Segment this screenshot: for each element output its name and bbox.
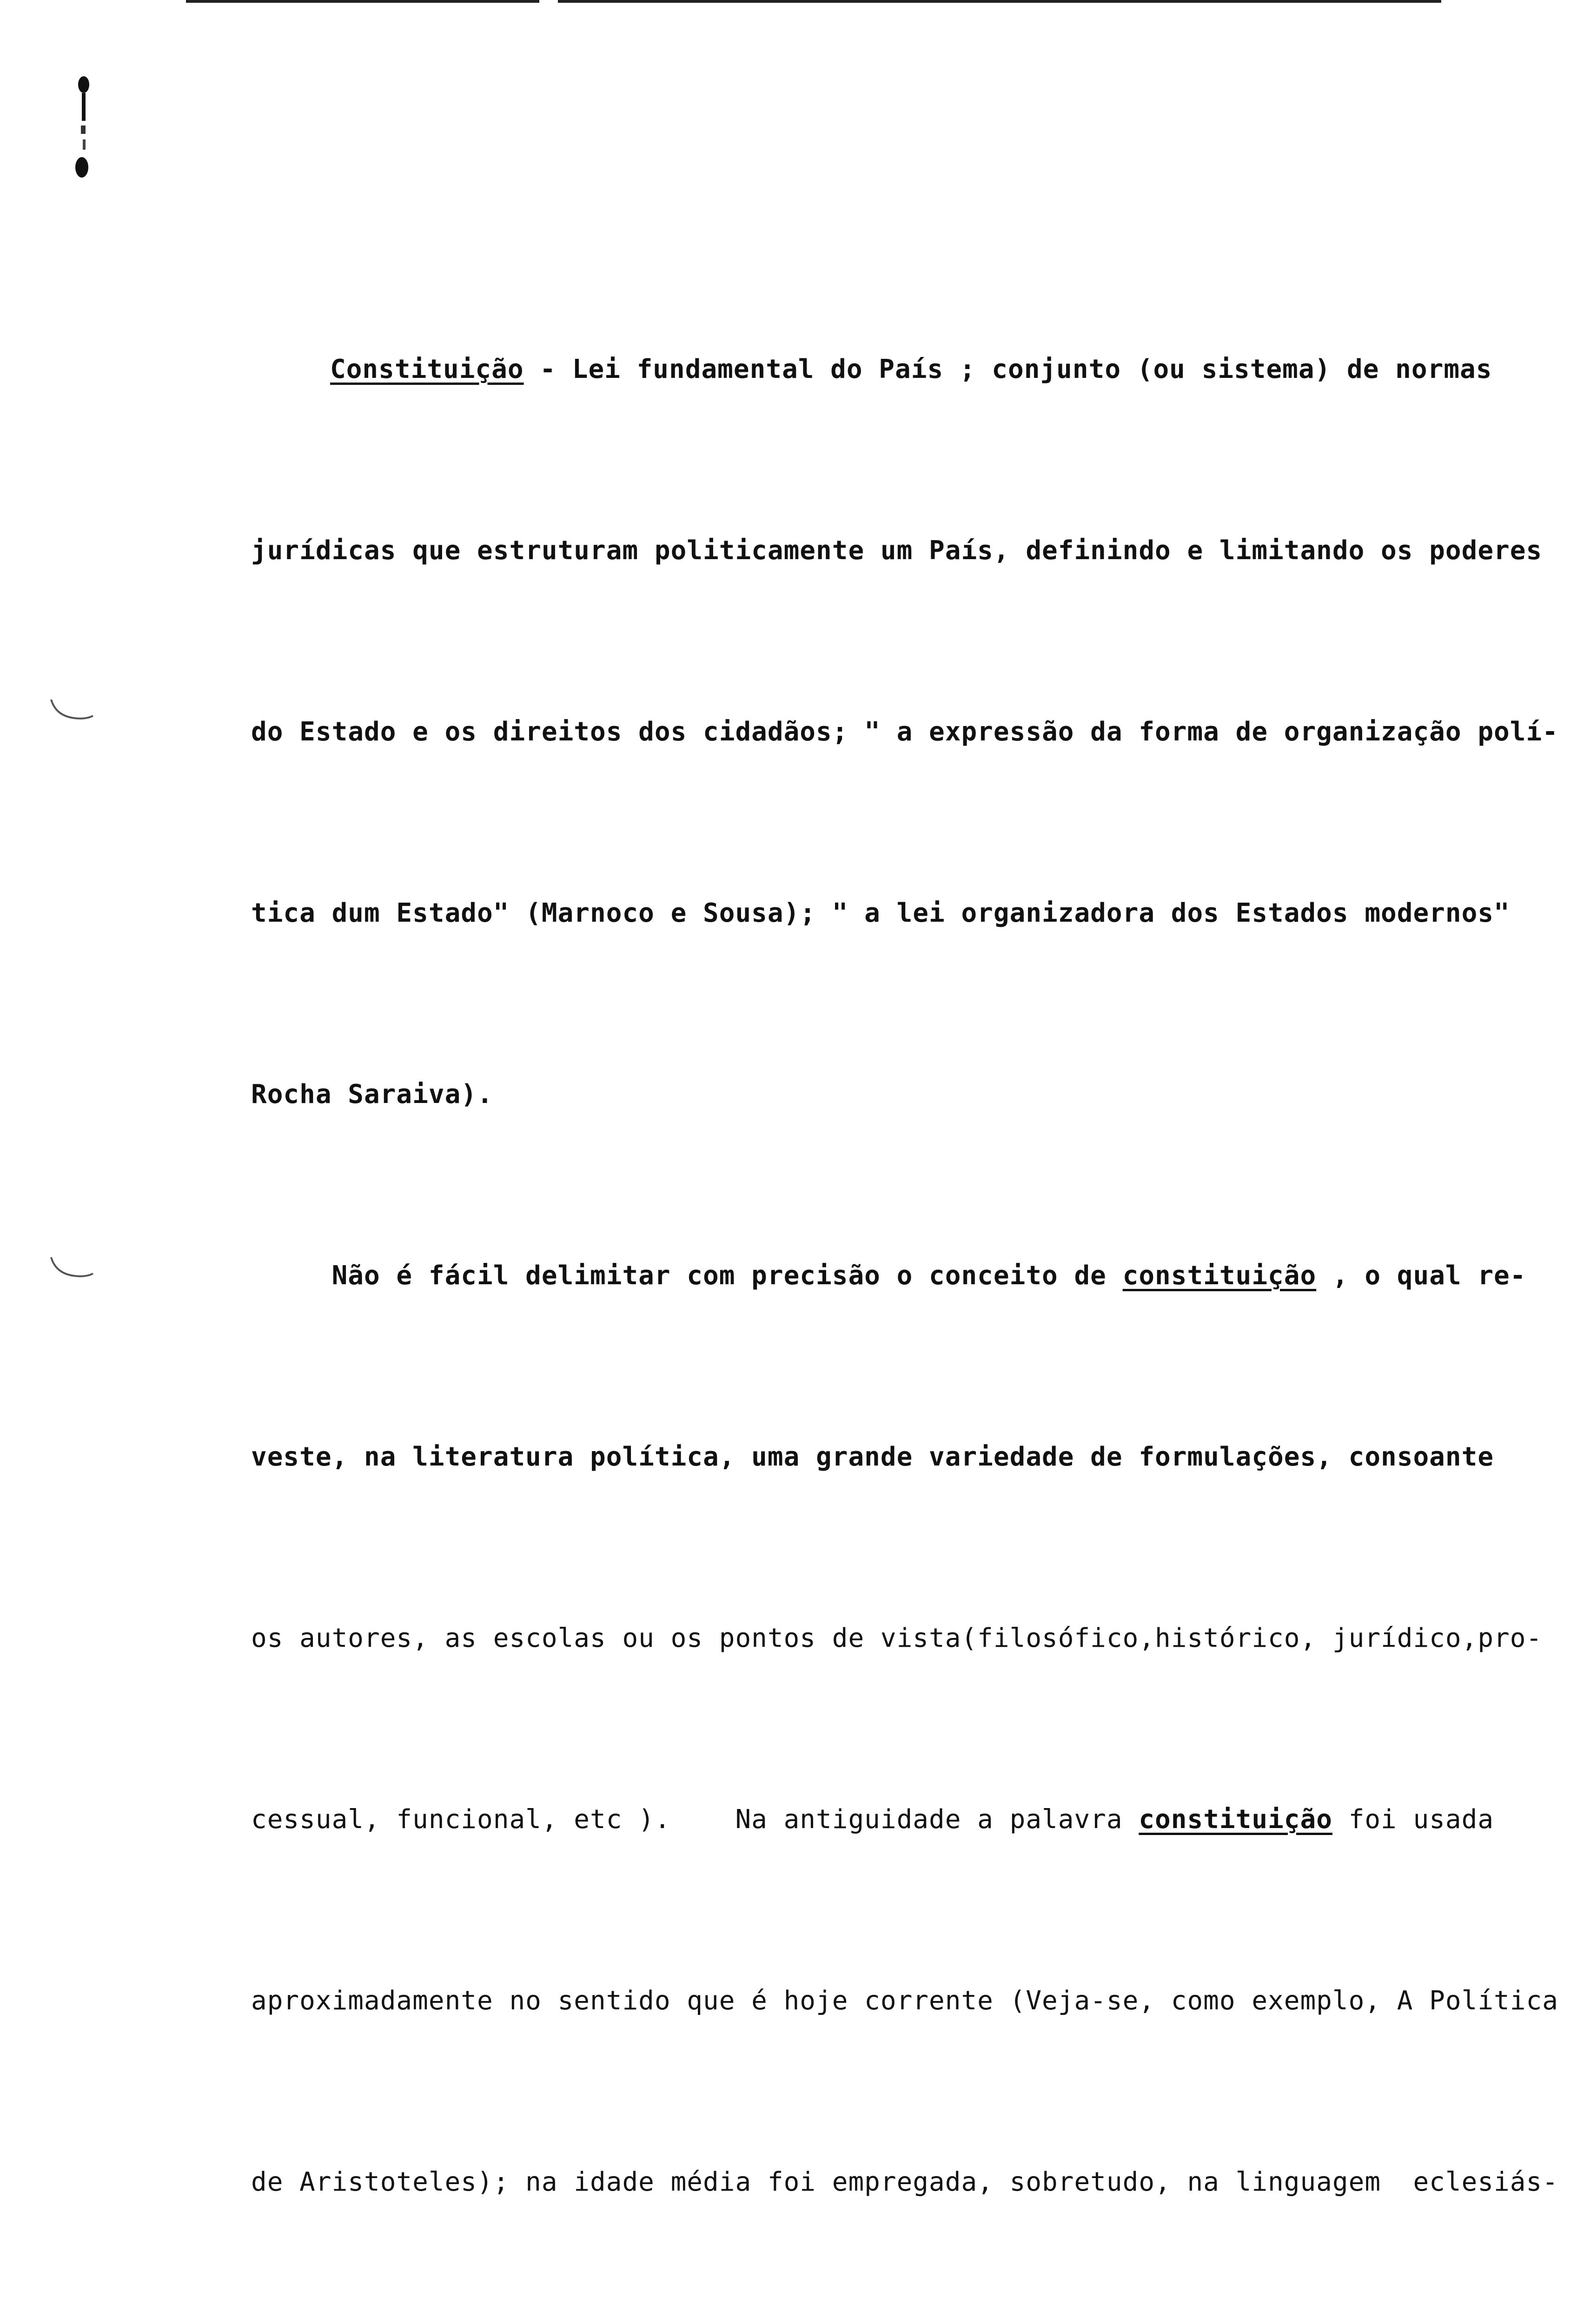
text-segment: , o qual re- [1316,1261,1526,1291]
underlined-term: constituição [1122,1261,1317,1291]
top-edge-rule [186,0,539,3]
underlined-term: Constituição [330,354,524,384]
text-segment: foi usada [1332,1804,1494,1835]
text-segment: cessual, funcional, etc ). Na antiguidade a palavra [251,1804,1139,1835]
text-line [251,339,1534,400]
typed-body-text [251,218,1558,2324]
margin-punch-mark [70,74,98,191]
text-line [251,1246,1534,1306]
text-line: Rocha Saraiva). [251,1079,493,1109]
top-edge-rule [558,0,1441,3]
underlined-term: constituição [1139,1804,1332,1835]
text-segment: Não é fácil delimitar com precisão o conceito de [251,1261,1123,1291]
text-segment: - Lei fundamental do País ; conjunto (ou sistema) de normas [523,354,1492,384]
text-line [251,1789,1534,1850]
text-line: jurídicas que estruturam politicamente um País, definindo e limitando os poderes [251,535,1543,566]
text-line: veste, na literatura política, uma grande variedade de formulações, consoante [251,1442,1494,1472]
text-line: do Estado e os direitos dos cidadãos; " a expressão da forma de organização polí- [251,717,1558,747]
margin-pencil-mark [46,697,98,725]
text-line: de Aristoteles); na idade média foi empregada, sobretudo, na linguagem eclesiás- [251,2167,1558,2197]
text-line: os autores, as escolas ou os pontos de vista(filosófico,histórico, jurídico,pro- [251,1623,1543,1653]
text-line: aproximadamente no sentido que é hoje corrente (Veja-se, como exemplo, A Política [251,1986,1558,2016]
margin-pencil-mark [46,1255,98,1283]
text-line: tica dum Estado" (Marnoco e Sousa); " a lei organizadora dos Estados modernos" [251,898,1510,928]
